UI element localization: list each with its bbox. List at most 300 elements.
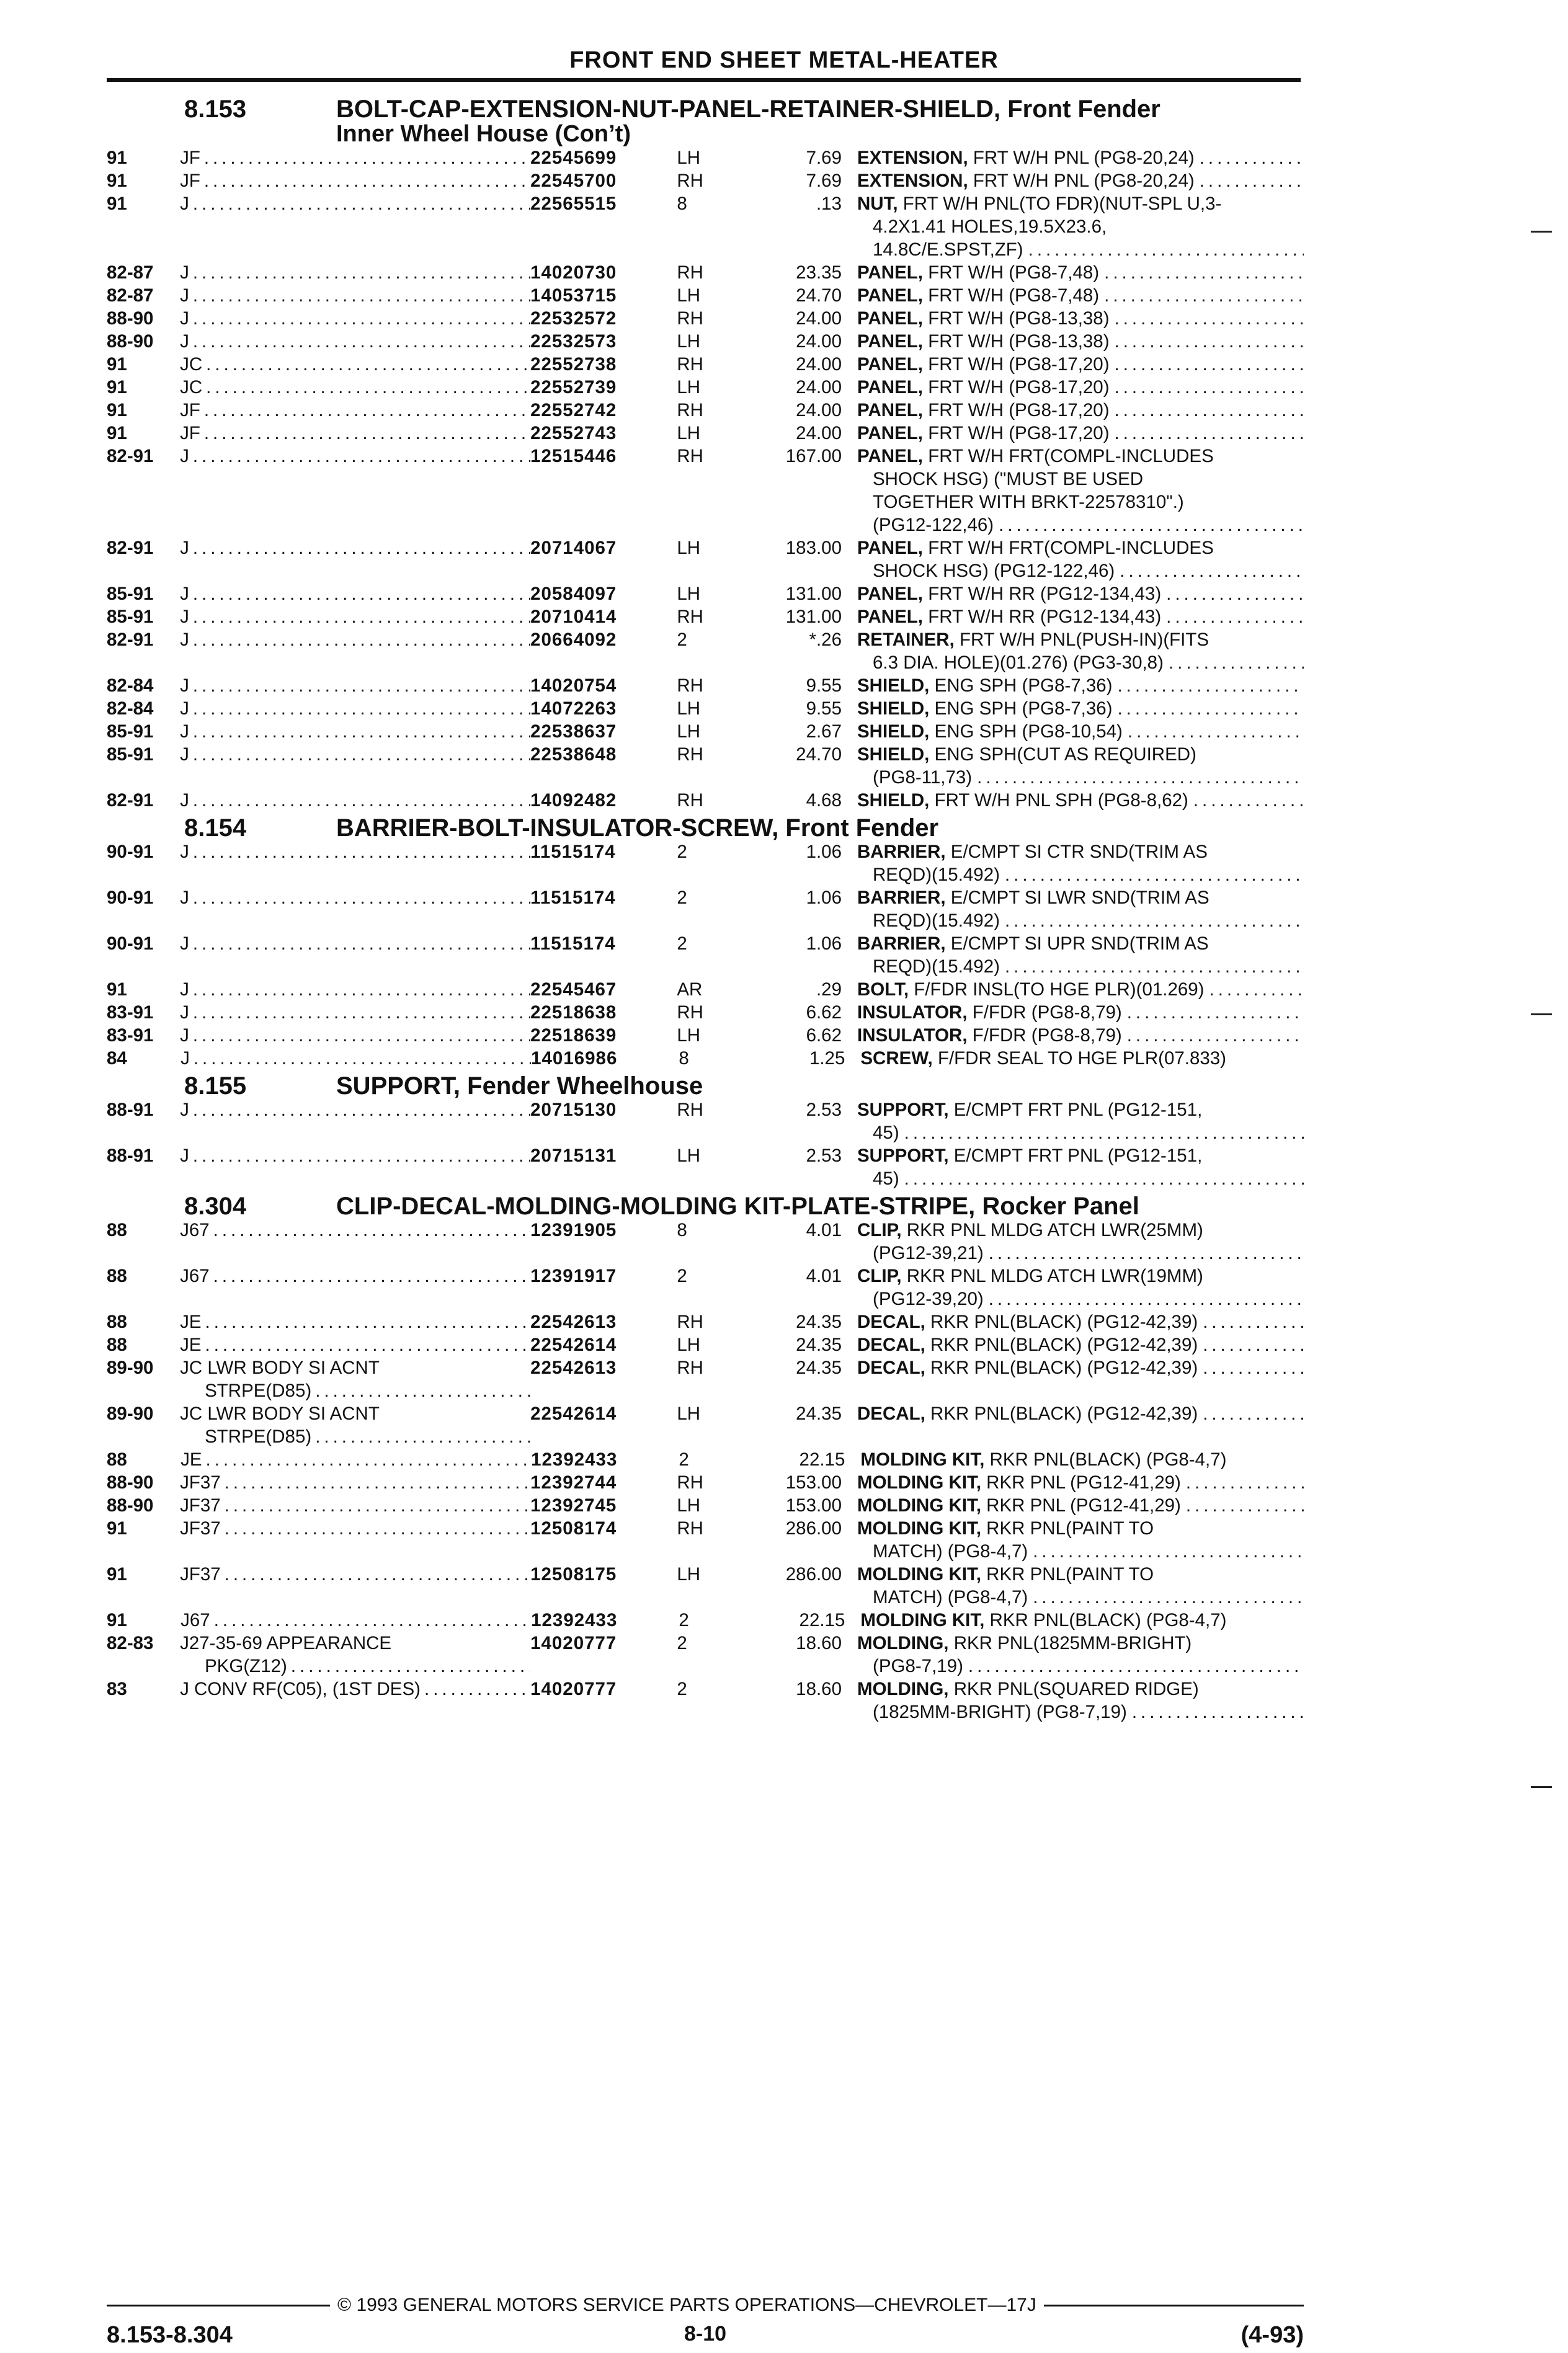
dot-leader — [972, 766, 1304, 789]
part-number: 14072263 — [530, 698, 617, 719]
description-line — [857, 445, 1304, 468]
description-line — [857, 376, 1304, 399]
part-number: 22545700 — [530, 171, 617, 191]
quantity: RH — [677, 400, 703, 420]
part-row — [107, 720, 1304, 743]
model-code-line — [180, 978, 530, 1001]
model-cell — [180, 445, 530, 468]
dot-leader — [1000, 955, 1304, 978]
model-year: 90-91 — [107, 887, 154, 908]
dot-leader — [200, 169, 530, 192]
description-line — [857, 1265, 1304, 1288]
description-text — [857, 651, 1164, 674]
part-row — [107, 1678, 1304, 1724]
quantity: RH — [677, 1518, 703, 1539]
model-code-line — [180, 1678, 530, 1701]
model-cell — [180, 1517, 530, 1540]
description-text — [857, 1701, 1127, 1724]
description-line — [857, 422, 1304, 445]
model-year: 88-90 — [107, 1472, 154, 1493]
model-code: J — [180, 1100, 189, 1120]
model-code: J — [180, 584, 189, 604]
model-code: J — [180, 887, 189, 908]
model-code-line — [180, 840, 530, 863]
model-cell — [180, 1310, 530, 1333]
dot-leader — [189, 261, 530, 284]
description-text — [857, 1517, 1154, 1540]
quantity: 8 — [679, 1048, 689, 1069]
part-row — [107, 1632, 1304, 1678]
dot-leader — [1123, 720, 1304, 743]
model-cell — [180, 261, 530, 284]
part-row — [107, 1609, 1304, 1632]
model-code-line — [180, 605, 530, 628]
model-code: JF — [180, 423, 200, 443]
dot-leader — [1028, 1540, 1304, 1563]
item-name: PANEL, — [857, 262, 923, 283]
item-detail: F/FDR INSL(TO HGE PLR)(01.269) — [909, 979, 1205, 1000]
model-year: 82-91 — [107, 446, 154, 466]
model-year: 83-91 — [107, 1002, 154, 1023]
item-detail: RKR PNL (PG12-41,29) — [981, 1495, 1181, 1516]
description-line — [857, 1288, 1304, 1310]
dot-leader — [189, 743, 530, 766]
dot-leader — [1181, 1471, 1304, 1494]
dot-leader — [221, 1517, 530, 1540]
price: 24.00 — [796, 354, 842, 375]
part-number: 22545467 — [530, 979, 617, 1000]
model-cell — [180, 1609, 531, 1632]
part-row — [107, 582, 1304, 605]
item-name: SHIELD, — [857, 675, 930, 696]
description-text — [857, 1471, 1181, 1494]
description-line — [857, 932, 1304, 955]
description — [860, 1609, 1304, 1632]
section-subtitle: Inner Wheel House (Con’t) — [336, 121, 631, 147]
description-text — [857, 605, 1161, 628]
item-detail: TOGETHER WITH BRKT-22578310".) — [873, 492, 1184, 512]
footer-copyright-line — [107, 2295, 1304, 2316]
price: 24.35 — [796, 1312, 842, 1332]
part-number: 22538648 — [530, 744, 617, 765]
item-name: PANEL, — [857, 308, 923, 329]
part-row — [107, 628, 1304, 674]
part-number: 11515174 — [530, 842, 616, 862]
model-code: J — [180, 1002, 189, 1023]
section-heading — [107, 1074, 1304, 1098]
part-row — [107, 1265, 1304, 1310]
model-code-line — [180, 1517, 530, 1540]
model-code: J — [180, 1025, 189, 1046]
description-line — [857, 1402, 1304, 1425]
dot-leader — [1000, 909, 1304, 932]
part-number: 12392745 — [530, 1495, 617, 1516]
description — [857, 674, 1304, 697]
dot-leader — [1181, 1494, 1304, 1517]
copyright-text: © 1993 GENERAL MOTORS SERVICE PARTS OPERATIONS—CHEVROLET—17J — [337, 2295, 1036, 2315]
section-range: 8.153-8.304 — [107, 2322, 233, 2348]
section-title: BOLT-CAP-EXTENSION-NUT-PANEL-RETAINER-SHIELD, Front Fender — [336, 96, 1160, 123]
model-code: J — [180, 675, 189, 696]
price: 24.70 — [796, 744, 842, 765]
model-cell — [180, 330, 530, 353]
model-code: J — [180, 721, 189, 742]
model-year: 88-91 — [107, 1100, 154, 1120]
dot-leader — [287, 1655, 530, 1678]
description-line — [857, 582, 1304, 605]
model-code: JE — [180, 1449, 202, 1470]
dot-leader — [189, 789, 530, 812]
quantity: RH — [677, 607, 703, 627]
item-detail: ENG SPH (PG8-10,54) — [929, 721, 1123, 742]
price: 22.15 — [799, 1610, 845, 1630]
item-detail: FRT W/H (PG8-7,48) — [923, 262, 1100, 283]
model-code-line — [180, 353, 530, 376]
quantity: LH — [677, 698, 701, 719]
model-cell — [180, 1333, 530, 1356]
model-code: J — [180, 698, 189, 719]
section-title: CLIP-DECAL-MOLDING-MOLDING KIT-PLATE-STRIPE, Rocker Panel — [336, 1193, 1139, 1220]
model-code-cont — [180, 1379, 530, 1402]
part-row — [107, 536, 1304, 582]
description — [857, 886, 1304, 932]
dot-leader — [189, 605, 530, 628]
model-code: JC — [180, 354, 203, 375]
item-name: BOLT, — [857, 979, 909, 1000]
dot-leader — [200, 399, 530, 422]
model-code: J — [180, 842, 189, 862]
part-row — [107, 1001, 1304, 1024]
description-text — [857, 1242, 984, 1265]
dot-leader — [1198, 1310, 1304, 1333]
price: 24.00 — [796, 377, 842, 398]
part-number: 14092482 — [530, 790, 617, 811]
quantity: RH — [677, 354, 703, 375]
model-cell — [180, 1678, 530, 1701]
item-detail: FRT W/H (PG8-17,20) — [923, 377, 1110, 398]
description — [857, 605, 1304, 628]
description — [857, 1632, 1304, 1678]
model-code-line — [180, 582, 530, 605]
model-code: J — [180, 790, 189, 811]
model-code: J — [180, 607, 189, 627]
part-row — [107, 1219, 1304, 1265]
part-row — [107, 605, 1304, 628]
quantity: 2 — [677, 629, 687, 650]
description-text — [857, 376, 1110, 399]
description-line — [857, 1655, 1304, 1678]
item-detail: F/FDR SEAL TO HGE PLR(07.833) — [932, 1048, 1227, 1069]
model-year: 88 — [107, 1335, 127, 1355]
description-text — [857, 674, 1112, 697]
part-row — [107, 1402, 1304, 1448]
model-year: 89-90 — [107, 1358, 154, 1378]
price: 9.55 — [806, 698, 842, 719]
item-name: SCREW, — [860, 1048, 933, 1069]
model-code-line — [180, 330, 530, 353]
model-year: 90-91 — [107, 933, 154, 954]
part-number: 12392744 — [530, 1472, 617, 1493]
item-detail: RKR PNL(SQUARED RIDGE) — [948, 1679, 1199, 1699]
price: 286.00 — [785, 1564, 842, 1585]
description-text — [857, 1494, 1181, 1517]
quantity: LH — [677, 721, 701, 742]
model-code: J — [180, 933, 189, 954]
price: *.26 — [809, 629, 842, 650]
dot-leader — [189, 932, 530, 955]
item-detail: FRT W/H (PG8-17,20) — [923, 400, 1110, 420]
part-number: 22542614 — [530, 1403, 617, 1424]
item-name: MOLDING KIT, — [857, 1564, 981, 1585]
dot-leader — [1127, 1701, 1304, 1724]
item-name: MOLDING KIT, — [860, 1449, 985, 1470]
part-number: 20710414 — [530, 607, 617, 627]
dot-leader — [1188, 789, 1304, 812]
section-number: 8.155 — [184, 1072, 247, 1100]
description-line — [857, 1024, 1304, 1047]
model-cell — [180, 789, 530, 812]
quantity: LH — [677, 285, 701, 306]
dot-leader — [189, 720, 530, 743]
model-code-line — [180, 376, 530, 399]
model-year: 90-91 — [107, 842, 154, 862]
quantity: RH — [677, 308, 703, 329]
price: 2.53 — [806, 1100, 842, 1120]
part-row — [107, 169, 1304, 192]
part-row — [107, 840, 1304, 886]
part-number: 20715131 — [530, 1145, 617, 1166]
description-text — [857, 978, 1205, 1001]
description — [857, 307, 1304, 330]
price: 18.60 — [796, 1633, 842, 1653]
item-detail: RKR PNL(BLACK) (PG8-4,7) — [984, 1610, 1227, 1630]
quantity: RH — [677, 1358, 703, 1378]
model-code: J — [180, 744, 189, 765]
description — [857, 582, 1304, 605]
model-year: 91 — [107, 148, 127, 168]
model-year: 91 — [107, 1518, 127, 1539]
price: 131.00 — [785, 584, 842, 604]
description-text — [857, 169, 1195, 192]
dot-leader — [221, 1471, 530, 1494]
item-detail: (PG12-122,46) — [873, 515, 994, 535]
quantity: RH — [677, 262, 703, 283]
model-cell — [180, 376, 530, 399]
model-cell — [180, 169, 530, 192]
description-line — [857, 743, 1304, 766]
price: 24.00 — [796, 400, 842, 420]
model-year: 88-90 — [107, 308, 154, 329]
description-text — [857, 1144, 1202, 1167]
item-detail: MATCH) (PG8-4,7) — [873, 1541, 1028, 1562]
description-text — [860, 1609, 1226, 1632]
item-detail: SHOCK HSG) (PG12-122,46) — [873, 561, 1115, 581]
part-row — [107, 1471, 1304, 1494]
description-text — [857, 1098, 1202, 1121]
description-text — [857, 215, 1107, 238]
dot-leader — [189, 886, 530, 909]
item-name: BARRIER, — [857, 887, 946, 908]
model-code-line2: STRPE(D85) — [205, 1426, 312, 1447]
model-cell — [180, 192, 530, 215]
item-name: EXTENSION, — [857, 171, 968, 191]
quantity: LH — [677, 423, 701, 443]
dot-leader — [1110, 353, 1304, 376]
quantity: 8 — [677, 193, 687, 214]
part-number: 12508175 — [530, 1564, 617, 1585]
dot-leader — [189, 445, 530, 468]
model-cell — [180, 1356, 530, 1402]
description — [857, 1356, 1304, 1379]
title-rule — [107, 78, 1301, 82]
model-year: 88 — [107, 1312, 127, 1332]
model-year: 91 — [107, 979, 127, 1000]
model-cell — [180, 840, 530, 863]
model-year: 85-91 — [107, 607, 154, 627]
description-text — [857, 559, 1115, 582]
quantity: LH — [677, 1564, 701, 1585]
item-detail: E/CMPT FRT PNL (PG12-151, — [948, 1145, 1203, 1166]
price: 24.00 — [796, 308, 842, 329]
price: 24.00 — [796, 331, 842, 352]
description — [857, 146, 1304, 169]
quantity: 2 — [677, 1679, 687, 1699]
model-cell — [180, 605, 530, 628]
dot-leader — [189, 1024, 530, 1047]
description-line — [857, 1540, 1304, 1563]
description-text — [857, 1540, 1028, 1563]
model-code: JC LWR BODY SI ACNT — [180, 1403, 380, 1424]
description-line — [857, 909, 1304, 932]
price: 6.62 — [806, 1002, 842, 1023]
price: 9.55 — [806, 675, 842, 696]
dot-leader — [202, 376, 530, 399]
description — [860, 1448, 1304, 1471]
model-year: 82-91 — [107, 629, 154, 650]
description-text — [857, 1333, 1198, 1356]
item-name: INSULATOR, — [857, 1025, 968, 1046]
model-year: 84 — [107, 1048, 127, 1069]
part-row — [107, 445, 1304, 536]
dot-leader — [1161, 582, 1304, 605]
section-title: SUPPORT, Fender Wheelhouse — [336, 1072, 703, 1100]
description-line — [857, 559, 1304, 582]
description-text — [857, 422, 1110, 445]
part-row — [107, 978, 1304, 1001]
dot-leader — [1110, 376, 1304, 399]
item-name: SHIELD, — [857, 744, 930, 765]
section-heading — [107, 97, 1304, 146]
description-text — [857, 1356, 1198, 1379]
description-line — [857, 353, 1304, 376]
description-line — [857, 886, 1304, 909]
item-detail: FRT W/H PNL (PG8-20,24) — [968, 148, 1195, 168]
model-code-line — [180, 445, 530, 468]
model-code: J67 — [180, 1220, 210, 1240]
item-name: PANEL, — [857, 607, 923, 627]
item-detail: SHOCK HSG) ("MUST BE USED — [873, 469, 1144, 489]
price: 131.00 — [785, 607, 842, 627]
description — [857, 1001, 1304, 1024]
price: 1.06 — [806, 887, 842, 908]
model-code-line — [180, 720, 530, 743]
model-code-line — [180, 422, 530, 445]
dot-leader — [210, 1265, 530, 1288]
model-year: 88 — [107, 1449, 127, 1470]
item-name: PANEL, — [857, 423, 923, 443]
item-detail: (1825MM-BRIGHT) (PG8-7,19) — [873, 1702, 1127, 1722]
part-row — [107, 1333, 1304, 1356]
model-cell — [180, 307, 530, 330]
part-row — [107, 1356, 1304, 1402]
dot-leader — [1122, 1001, 1304, 1024]
item-name: MOLDING KIT, — [857, 1518, 981, 1539]
part-row — [107, 1448, 1304, 1471]
price: 6.62 — [806, 1025, 842, 1046]
item-name: BARRIER, — [857, 842, 946, 862]
item-name: BARRIER, — [857, 933, 946, 954]
description-text — [857, 1402, 1198, 1425]
item-name: SHIELD, — [857, 790, 930, 811]
description — [857, 789, 1304, 812]
model-code: J — [180, 1145, 189, 1166]
dot-leader — [994, 514, 1304, 536]
model-code-line — [180, 1024, 530, 1047]
description — [857, 1563, 1304, 1609]
model-cell — [180, 146, 530, 169]
quantity: 2 — [677, 933, 687, 954]
item-name: SHIELD, — [857, 721, 930, 742]
price: 7.69 — [806, 171, 842, 191]
description-line — [857, 1144, 1304, 1167]
model-cell — [180, 1632, 530, 1678]
item-detail: ENG SPH (PG8-7,36) — [929, 675, 1113, 696]
item-detail: FRT W/H FRT(COMPL-INCLUDES — [923, 538, 1214, 558]
item-detail: F/FDR (PG8-8,79) — [967, 1025, 1122, 1046]
part-number: 22552743 — [530, 423, 617, 443]
part-number: 20715130 — [530, 1100, 617, 1120]
quantity: AR — [677, 979, 703, 1000]
catalog-section — [107, 816, 1304, 1070]
item-name: CLIP, — [857, 1266, 902, 1286]
description-line — [860, 1448, 1304, 1471]
dot-leader — [189, 978, 530, 1001]
part-row — [107, 697, 1304, 720]
part-number: 22538637 — [530, 721, 617, 742]
part-number: 22542614 — [530, 1335, 617, 1355]
description-line — [857, 399, 1304, 422]
description-line — [857, 169, 1304, 192]
description-text — [857, 491, 1184, 514]
description-line — [857, 766, 1304, 789]
dot-leader — [1164, 651, 1304, 674]
description-line — [857, 1001, 1304, 1024]
model-year: 83 — [107, 1679, 127, 1699]
model-cell — [180, 1494, 530, 1517]
description — [857, 1471, 1304, 1494]
part-number: 14020777 — [530, 1633, 617, 1653]
item-detail: E/CMPT SI CTR SND(TRIM AS — [945, 842, 1208, 862]
item-name: DECAL, — [857, 1358, 925, 1378]
description-line — [857, 651, 1304, 674]
dot-leader — [421, 1678, 530, 1701]
description — [857, 353, 1304, 376]
part-number: 22545699 — [530, 148, 617, 168]
catalog-section — [107, 1074, 1304, 1190]
item-detail: FRT W/H PNL(PUSH-IN)(FITS — [954, 629, 1209, 650]
section-title-block — [336, 1074, 1304, 1098]
model-cell — [180, 720, 530, 743]
